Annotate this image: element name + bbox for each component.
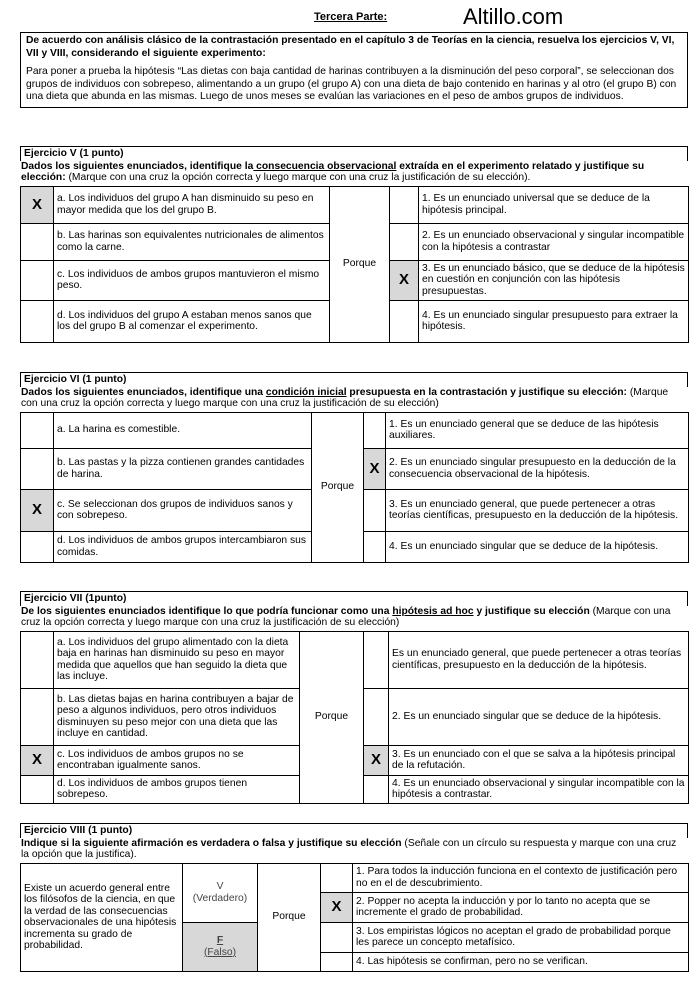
exercise-6 xyxy=(20,372,688,563)
option-a: a. Los individuos del grupo alimentado con la dieta baja en harinas han disminuido su peso en mayor medida que aquellos que han seguido la dieta que las incluye. xyxy=(54,631,300,688)
just-2: 2. Es un enunciado observacional y singular incompatible con la hipótesis a contrastar xyxy=(419,223,689,260)
option-a: a. La harina es comestible. xyxy=(54,412,312,448)
option-c-checkbox[interactable]: X xyxy=(21,489,54,531)
just-3: 3. Los empiristas lógicos no aceptan el grado de probabilidad porque les parece un concepto metafísico. xyxy=(353,922,689,952)
just-3: 3. Es un enunciado básico, que se deduce de la hipótesis en cuestión en conjunción con las hipótesis presupuestas. xyxy=(419,260,689,300)
just-2: 2. Popper no acepta la inducción y por lo tanto no acepta que se incremente el grado de probabilidad. xyxy=(353,892,689,922)
options-table xyxy=(20,186,689,343)
option-b: b. Las dietas bajas en harina contribuyen a bajar de peso a algunos individuos, pero otros individuos disminuyen su peso mejor con una dieta que las incluye en cantidad. xyxy=(54,688,300,745)
option-d: d. Los individuos del grupo A estaban menos sanos que los del grupo B al comenzar el experimento. xyxy=(54,300,330,342)
option-c: c. Se seleccionan dos grupos de individuos sanos y con sobrepeso. xyxy=(54,489,312,531)
question-note: (Marque con una cruz la opción correcta y luego marque con una cruz la justificación de su elección) xyxy=(21,386,669,410)
exercise-question xyxy=(20,387,688,412)
f-word: (Falso) xyxy=(203,946,237,958)
option-a-checkbox[interactable]: X xyxy=(21,186,54,223)
option-d: d. Los individuos de ambos grupos intercambiaron sus comidas. xyxy=(54,531,312,562)
option-c-checkbox[interactable]: X xyxy=(21,745,54,775)
question-key-term: condición inicial xyxy=(265,386,347,398)
question-post: y justifique su elección xyxy=(473,605,590,617)
question-note: (Marque con una cruz la opción correcta y luego marque con una cruz la justificación de su elección). xyxy=(65,172,531,184)
just-3-checkbox[interactable] xyxy=(364,489,386,531)
just-1-checkbox[interactable] xyxy=(364,412,386,448)
just-4-checkbox[interactable] xyxy=(364,775,389,803)
f-letter: F xyxy=(216,935,224,947)
exercise-title: Ejercicio VII (1punto) xyxy=(20,591,688,606)
just-2-checkbox[interactable] xyxy=(364,688,389,745)
option-a-checkbox[interactable] xyxy=(21,412,54,448)
question-post: extraída en el experimento relatado y justifique su elección: xyxy=(21,160,645,184)
just-1: 1. Para todos la inducción funciona en el contexto de justificación pero no en el de descubrimiento. xyxy=(353,863,689,892)
option-b-checkbox[interactable] xyxy=(21,448,54,489)
options-table xyxy=(20,631,689,804)
just-1-checkbox[interactable] xyxy=(364,631,389,688)
just-4: 4. Es un enunciado singular que se deduce de la hipótesis. xyxy=(386,531,689,562)
porque-label: Porque xyxy=(258,863,321,971)
porque-label: Porque xyxy=(330,186,390,342)
just-3-checkbox[interactable]: X xyxy=(390,260,419,300)
option-b: b. Las harinas son equivalentes nutricionales de alimentos como la carne. xyxy=(54,223,330,260)
v-letter: V xyxy=(216,881,224,893)
porque-label: Porque xyxy=(300,631,364,803)
statement: Existe un acuerdo general entre los filósofos de la ciencia, en que la verdad de las consecuencias observacionales de una hipótesis incrementa su grado de probabilidad. xyxy=(21,863,183,971)
just-2-checkbox[interactable]: X xyxy=(364,448,386,489)
question-key-term: consecuencia observacional xyxy=(253,160,397,172)
exercise-title: Ejercicio VIII (1 punto) xyxy=(20,823,688,838)
just-4-checkbox[interactable] xyxy=(364,531,386,562)
question-note: (Señale con un círculo su respuesta y marque con una cruz la opción que la justifica). xyxy=(21,837,677,861)
option-a: a. Los individuos del grupo A han disminuido su peso en mayor medida que los del grupo B. xyxy=(54,186,330,223)
just-3: 3. Es un enunciado general, que puede pertenecer a otras teorías científicas, presupuesto en la deducción de la hipótesis. xyxy=(386,489,689,531)
page-header xyxy=(0,4,700,30)
exercise-question xyxy=(20,606,688,631)
porque-label: Porque xyxy=(312,412,364,562)
question-post: presupuesta en la contrastación y justifique su elección: xyxy=(346,386,627,398)
question-bold: Indique si la siguiente afirmación es verdadera o falsa y justifique su elección xyxy=(21,837,402,849)
intro-instruction: De acuerdo con análisis clásico de la contrastación presentado en el capítulo 3 de Teorías en la ciencia, resuelva los ejercicios V, VI, VII y VIII, considerando el siguiente experimento: xyxy=(26,35,675,59)
question-pre: Dados los siguientes enunciados, identifique la xyxy=(21,160,254,172)
option-a-checkbox[interactable] xyxy=(21,631,54,688)
just-4: 4. Las hipótesis se confirman, pero no se verifican. xyxy=(353,952,689,971)
option-b-checkbox[interactable] xyxy=(21,223,54,260)
verdadero-option[interactable] xyxy=(183,863,258,922)
just-1: 1. Es un enunciado universal que se deduce de la hipótesis principal. xyxy=(419,186,689,223)
option-c-checkbox[interactable] xyxy=(21,260,54,300)
exercise-title: Ejercicio VI (1 punto) xyxy=(20,372,688,387)
falso-option[interactable] xyxy=(183,922,258,971)
exercise-question xyxy=(20,838,688,863)
just-1: Es un enunciado general, que puede pertenecer a otras teorías científicas, presupuesto en la deducción de la hipótesis. xyxy=(389,631,689,688)
exercise-title: Ejercicio V (1 punto) xyxy=(20,146,688,161)
option-c: c. Los individuos de ambos grupos no se encontraban igualmente sanos. xyxy=(54,745,300,775)
exercise-7 xyxy=(20,591,688,804)
just-4-checkbox[interactable] xyxy=(390,300,419,342)
option-b: b. Las pastas y la pizza contienen grandes cantidades de harina. xyxy=(54,448,312,489)
intro-experiment: Para poner a prueba la hipótesis “Las dietas con baja cantidad de harinas contribuyen a la disminución del peso corporal”, se seleccionan dos grupos de individuos con sobrepeso, alimentando a un grupo (el grupo A) con una dieta de bajo contenido en harinas y al otro (el grupo B) con una dieta que abunda en las mismas. Luego de unos meses se evalúan las variaciones en el peso de ambos grupos de individuos. xyxy=(26,66,677,103)
just-4: 4. Es un enunciado observacional y singular incompatible con la hipótesis a contrastar. xyxy=(389,775,689,803)
options-table xyxy=(20,412,689,563)
option-d-checkbox[interactable] xyxy=(21,300,54,342)
just-3-checkbox[interactable]: X xyxy=(364,745,389,775)
exercise-8 xyxy=(20,823,688,972)
just-2: 2. Es un enunciado singular presupuesto en la deducción de la consecuencia observacional de la hipótesis. xyxy=(386,448,689,489)
just-4-checkbox[interactable] xyxy=(321,952,353,971)
question-pre: De los siguientes enunciados identifique lo que podría funcionar como una xyxy=(21,605,390,617)
just-3-checkbox[interactable] xyxy=(321,922,353,952)
exercise-question xyxy=(20,161,688,186)
brand-logo: Altillo.com xyxy=(463,4,564,29)
just-2-checkbox[interactable] xyxy=(390,223,419,260)
question-pre: Dados los siguientes enunciados, identifique una xyxy=(21,386,264,398)
option-d: d. Los individuos de ambos grupos tienen sobrepeso. xyxy=(54,775,300,803)
intro-box xyxy=(20,32,688,108)
just-2: 2. Es un enunciado singular que se deduce de la hipótesis. xyxy=(389,688,689,745)
option-d-checkbox[interactable] xyxy=(21,775,54,803)
just-1-checkbox[interactable] xyxy=(390,186,419,223)
question-note: (Marque con una cruz la opción correcta y luego marque con una cruz la justificación de su elección) xyxy=(21,605,671,629)
question-key-term: hipótesis ad hoc xyxy=(392,605,474,617)
just-1-checkbox[interactable] xyxy=(321,863,353,892)
just-4: 4. Es un enunciado singular presupuesto para extraer la hipótesis. xyxy=(419,300,689,342)
option-d-checkbox[interactable] xyxy=(21,531,54,562)
option-b-checkbox[interactable] xyxy=(21,688,54,745)
part-title: Tercera Parte: xyxy=(314,11,388,23)
v-word: (Verdadero) xyxy=(192,892,248,904)
just-2-checkbox[interactable]: X xyxy=(321,892,353,922)
just-3: 3. Es un enunciado con el que se salva a la hipótesis principal de la refutación. xyxy=(389,745,689,775)
exercise-5 xyxy=(20,146,688,343)
just-1: 1. Es un enunciado general que se deduce de las hipótesis auxiliares. xyxy=(386,412,689,448)
option-c: c. Los individuos de ambos grupos mantuvieron el mismo peso. xyxy=(54,260,330,300)
options-table xyxy=(20,863,689,972)
